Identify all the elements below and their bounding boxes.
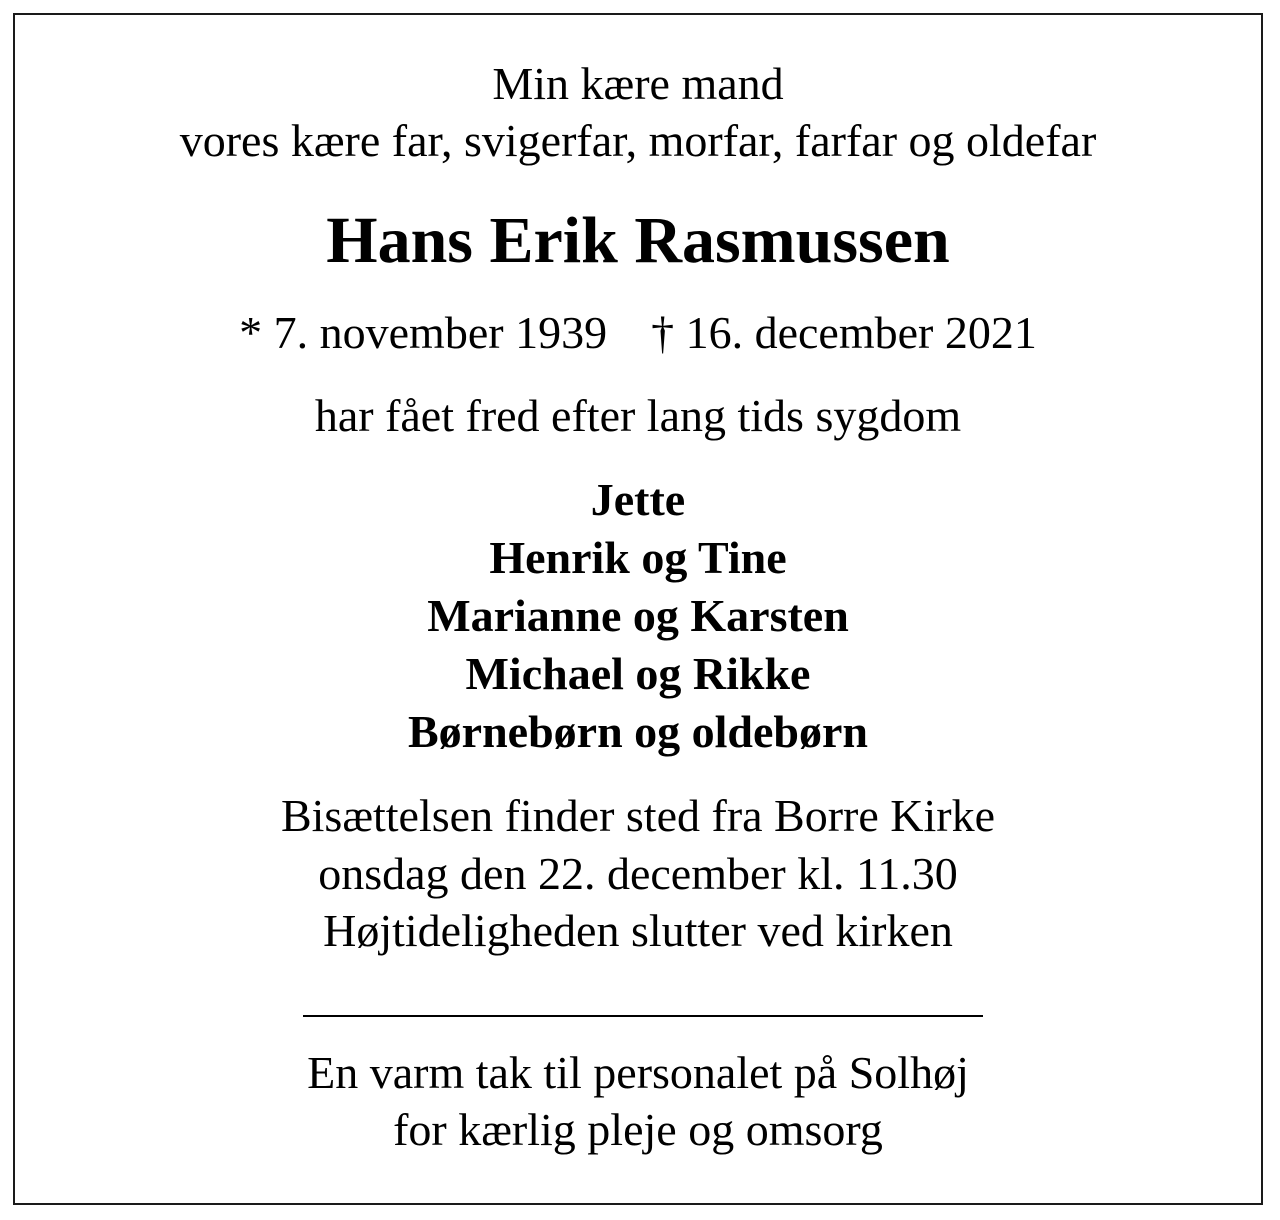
section-divider xyxy=(303,1015,983,1017)
family-line-4: Michael og Rikke xyxy=(465,648,811,699)
funeral-line-2: onsdag den 22. december kl. 11.30 xyxy=(318,848,958,899)
intro-line-1: Min kære mand xyxy=(492,58,784,109)
funeral-line-1: Bisættelsen finder sted fra Borre Kirke xyxy=(280,790,996,841)
death-date: † 16. december 2021 xyxy=(651,307,1037,358)
intro-line-2: vores kære far, svigerfar, morfar, farfar og oldefar xyxy=(179,115,1097,166)
message-line: har fået fred efter lang tids sygdom xyxy=(314,390,962,441)
notice-frame xyxy=(13,13,1263,1205)
thanks-line-1: En varm tak til personalet på Solhøj xyxy=(307,1047,969,1098)
deceased-name: Hans Erik Rasmussen xyxy=(326,204,950,277)
funeral-line-3: Højtideligheden slutter ved kirken xyxy=(323,905,953,956)
life-dates xyxy=(15,305,1261,361)
notice-content xyxy=(15,15,1261,1203)
family-line-2: Henrik og Tine xyxy=(489,532,787,583)
family-line-3: Marianne og Karsten xyxy=(427,590,849,641)
thanks-line-2: for kærlig pleje og omsorg xyxy=(393,1104,883,1155)
family-line-1: Jette xyxy=(590,474,686,525)
family-line-5: Børnebørn og oldebørn xyxy=(407,706,869,757)
birth-date: * 7. november 1939 xyxy=(239,307,608,358)
